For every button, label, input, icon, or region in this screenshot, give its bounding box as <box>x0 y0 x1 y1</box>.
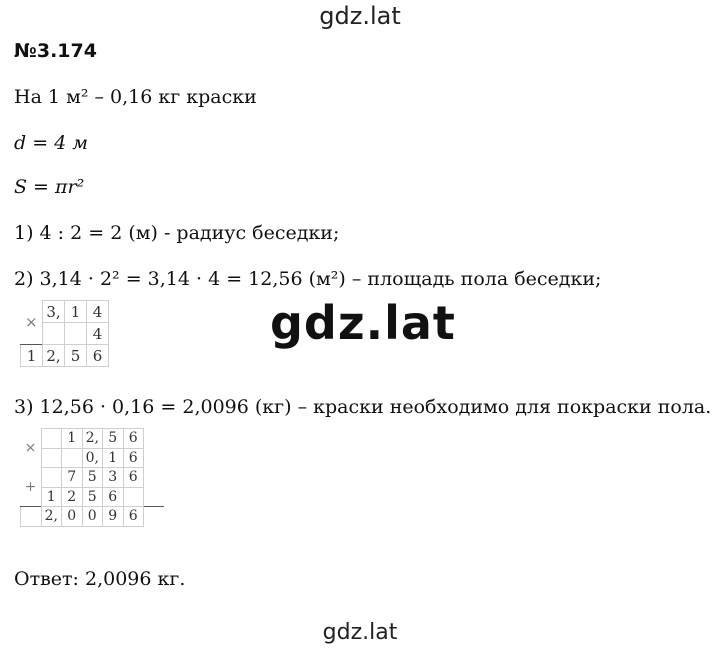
digit-cell: 0 <box>62 507 83 527</box>
digit-cell: 6 <box>103 487 124 507</box>
digit-cell: 4 <box>87 301 109 323</box>
given-paint-rate: На 1 м² – 0,16 кг краски <box>14 86 257 108</box>
multiply-sign: × <box>24 313 38 332</box>
digit-cell: 5 <box>65 345 87 367</box>
digit-cell <box>21 507 42 527</box>
digit-cell: 2, <box>82 429 103 449</box>
digit-cell <box>41 468 62 488</box>
digit-cell: 1 <box>62 429 83 449</box>
digit-cell: 2 <box>62 487 83 507</box>
digit-cell <box>41 429 62 449</box>
plus-sign: + <box>24 478 37 495</box>
digit-cell <box>62 448 83 468</box>
digit-cell: 7 <box>62 468 83 488</box>
digit-cell <box>144 468 164 488</box>
digit-cell: 0 <box>82 507 103 527</box>
digit-cell <box>144 429 164 449</box>
digit-cell: 2, <box>41 507 62 527</box>
watermark-top: gdz.lat <box>319 2 401 30</box>
digit-cell: 1 <box>41 487 62 507</box>
multiply-sign: × <box>24 440 37 456</box>
digit-cell: 2, <box>43 345 65 367</box>
digit-cell: 0, <box>82 448 103 468</box>
step-2-area: 2) 3,14 · 2² = 3,14 · 4 = 12,56 (м²) – площадь пола беседки; <box>14 268 602 290</box>
digit-cell: 5 <box>103 429 124 449</box>
digit-cell: 9 <box>103 507 124 527</box>
digit-cell <box>144 487 164 507</box>
digit-cell: 1 <box>103 448 124 468</box>
digit-cell: 4 <box>87 323 109 345</box>
task-number: №3.174 <box>14 40 97 62</box>
step-1-radius: 1) 4 : 2 = 2 (м) - радиус беседки; <box>14 222 340 244</box>
area-formula: S = πr² <box>14 176 85 198</box>
digit-cell <box>144 448 164 468</box>
digit-cell: 5 <box>82 487 103 507</box>
digit-cell: 6 <box>123 448 144 468</box>
given-diameter: d = 4 м <box>14 132 89 154</box>
watermark-bottom: gdz.lat <box>322 620 398 645</box>
digit-cell: 3, <box>43 301 65 323</box>
step-3-paint: 3) 12,56 · 0,16 = 2,0096 (кг) – краски необходимо для покраски пола. <box>14 396 712 418</box>
digit-cell: 6 <box>123 429 144 449</box>
digit-cell: 3 <box>103 468 124 488</box>
digit-cell: 6 <box>87 345 109 367</box>
answer: Ответ: 2,0096 кг. <box>14 568 186 590</box>
multiplication-12-56-by-0-16 <box>20 428 164 527</box>
multiplication-3-14-by-4 <box>20 300 109 367</box>
digit-cell: 1 <box>21 345 43 367</box>
digit-cell <box>65 323 87 345</box>
digit-cell: 1 <box>65 301 87 323</box>
watermark-middle: gdz.lat <box>270 296 456 350</box>
digit-cell <box>41 448 62 468</box>
digit-cell <box>123 487 144 507</box>
digit-cell: 6 <box>123 468 144 488</box>
digit-cell: 6 <box>123 507 144 527</box>
digit-cell <box>144 507 164 527</box>
digit-cell <box>43 323 65 345</box>
digit-cell: 5 <box>82 468 103 488</box>
